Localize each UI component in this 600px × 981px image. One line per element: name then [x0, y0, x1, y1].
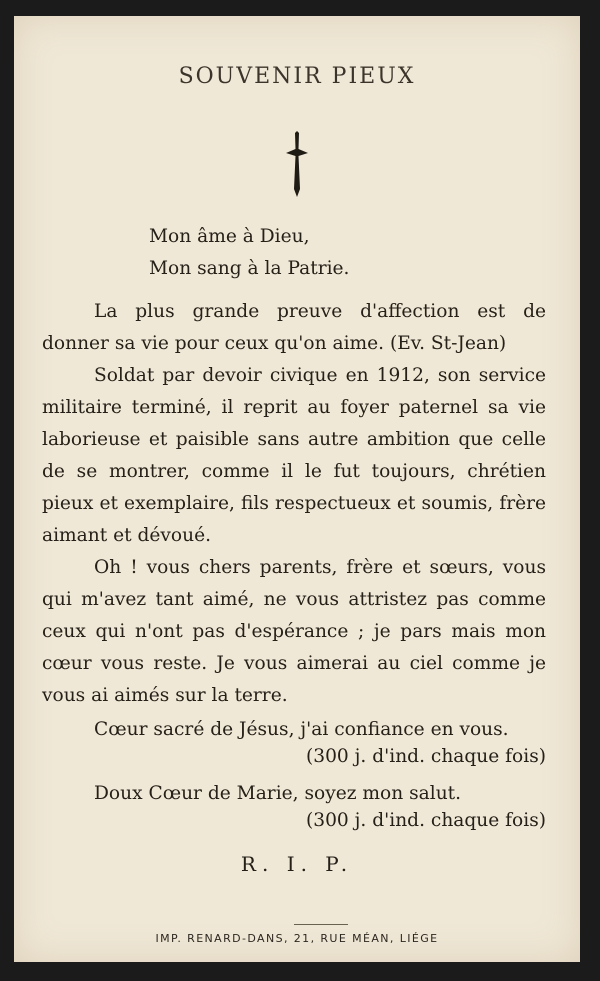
- indulgence-note-2: (300 j. d'ind. chaque fois): [306, 810, 546, 831]
- memorial-card: [14, 16, 580, 962]
- divider: [294, 924, 348, 925]
- cross-icon: [282, 129, 312, 199]
- motto-line-1: Mon âme à Dieu,: [149, 226, 310, 247]
- printer-imprint: IMP. RENARD-DANS, 21, RUE MÉAN, LIÉGE: [155, 932, 439, 945]
- rip-text: R. I. P.: [240, 852, 354, 876]
- prayer-mary: Doux Cœur de Marie, soyez mon salut.: [94, 783, 462, 804]
- prayer-sacred-heart: Cœur sacré de Jésus, j'ai confiance en vous.: [94, 719, 509, 740]
- indulgence-note-1: (300 j. d'ind. chaque fois): [306, 746, 546, 767]
- farewell-paragraph: Oh ! vous chers parents, frère et sœurs, vous qui m'avez tant aimé, ne vous attristez pas comme ceux qui n'ont pas d'espérance ; je pars mais mon cœur vous reste. Je vous aimerai au ciel comme je vous ai aimés sur la terre.: [42, 557, 546, 706]
- biography-paragraph: Soldat par devoir civique en 1912, son service militaire terminé, il reprit au foyer paternel sa vie laborieuse et paisible sans autre ambition que celle de se montrer, comme il le fut toujours, chrétien pieux et exemplaire, fils respectueux et soumis, frère aimant et dévoué.: [42, 365, 546, 546]
- card-title: SOUVENIR PIEUX: [178, 64, 416, 89]
- quote-paragraph: La plus grande preuve d'affection est de donner sa vie pour ceux qu'on aime. (Ev. St-Jean): [42, 301, 546, 354]
- motto-line-2: Mon sang à la Patrie.: [149, 258, 350, 279]
